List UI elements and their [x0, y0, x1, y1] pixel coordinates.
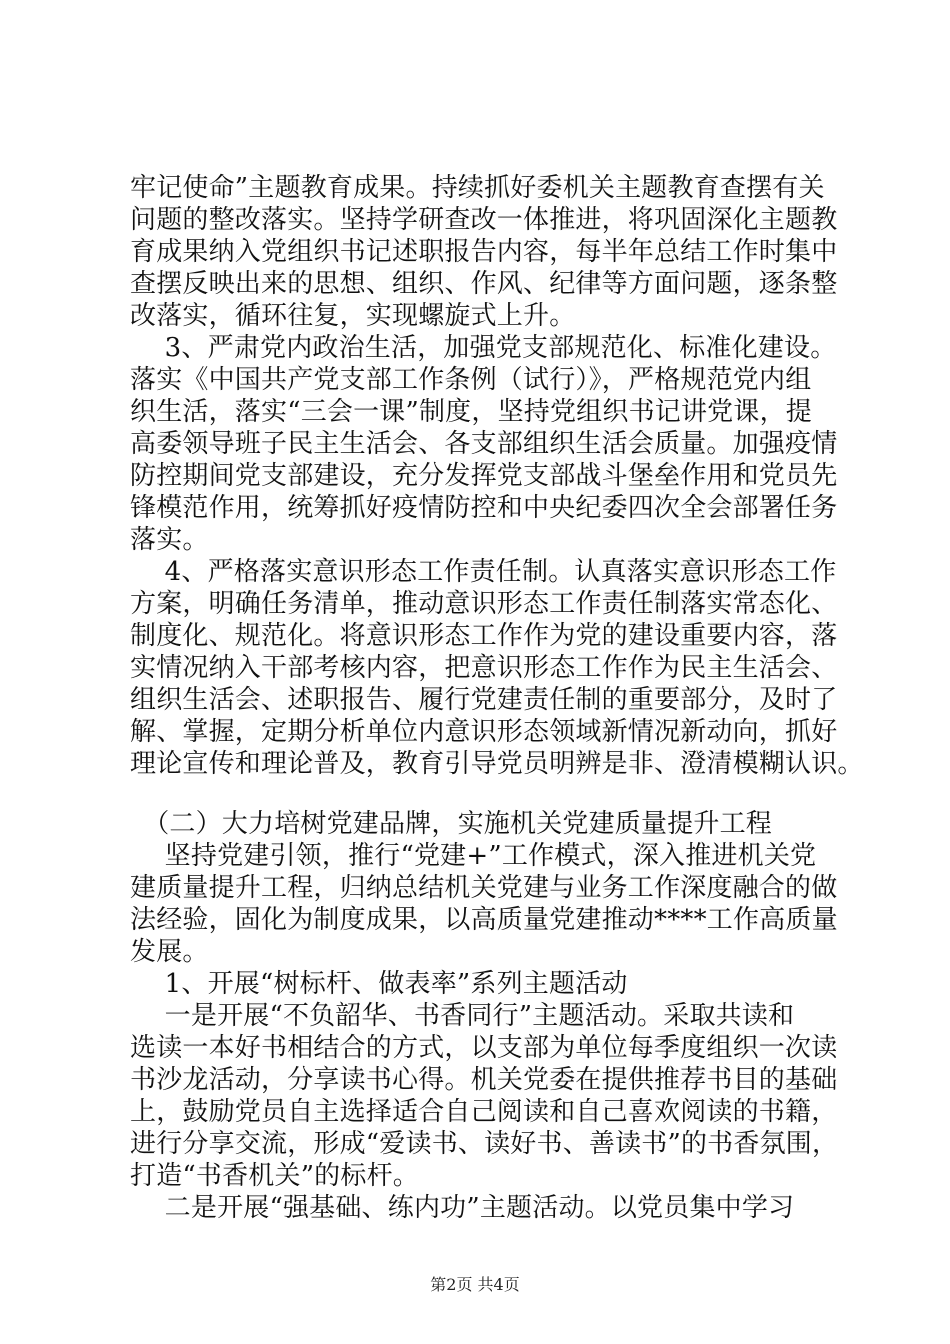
text-line: 锋模范作用，统筹抓好疫情防控和中央纪委四次全会部署任务: [130, 493, 838, 523]
text-line: 查摆反映出来的思想、组织、作风、纪律等方面问题，逐条整: [130, 269, 838, 299]
text-line: 落实。: [130, 525, 209, 555]
text-line: 防控期间党支部建设，充分发挥党支部战斗堡垒作用和党员先: [130, 461, 838, 491]
text-line: 上，鼓励党员自主选择适合自己阅读和自己喜欢阅读的书籍，: [130, 1097, 838, 1127]
subsection-heading: 1、开展“树标杆、做表率”系列主题活动: [130, 969, 628, 999]
text-line: 4、严格落实意识形态工作责任制。认真落实意识形态工作: [130, 557, 837, 587]
section-heading: （二）大力培树党建品牌，实施机关党建质量提升工程: [130, 809, 773, 839]
text-line: 织生活，落实“三会一课”制度，坚持党组织书记讲党课，提: [130, 397, 812, 427]
text-line: 落实《中国共产党支部工作条例（试行）》，严格规范党内组: [130, 365, 812, 395]
text-line: 理论宣传和理论普及，教育引导党员明辨是非、澄清模糊认识。: [130, 749, 864, 779]
text-line: 育成果纳入党组织书记述职报告内容，每半年总结工作时集中: [130, 237, 838, 267]
text-line: 发展。: [130, 937, 209, 967]
paragraph-gap: [130, 780, 830, 808]
text-line: 坚持党建引领，推行“党建+”工作模式，深入推进机关党: [130, 841, 817, 871]
text-line: 3、严肃党内政治生活，加强党支部规范化、标准化建设。: [130, 333, 837, 363]
text-line: 改落实，循环往复，实现螺旋式上升。: [130, 301, 576, 331]
text-line: 进行分享交流，形成“爱读书、读好书、善读书”的书香氛围，: [130, 1129, 839, 1159]
text-line: 二是开展“强基础、练内功”主题活动。以党员集中学习: [130, 1193, 795, 1223]
text-line: 问题的整改落实。坚持学研查改一体推进，将巩固深化主题教: [130, 205, 838, 235]
page-number-footer: 第2页 共4页: [430, 1275, 520, 1294]
text-line: 选读一本好书相结合的方式，以支部为单位每季度组织一次读: [130, 1033, 838, 1063]
text-line: 高委领导班子民主生活会、各支部组织生活会质量。加强疫情: [130, 429, 838, 459]
text-line: 书沙龙活动，分享读书心得。机关党委在提供推荐书目的基础: [130, 1065, 838, 1095]
text-line: 方案，明确任务清单，推动意识形态工作责任制落实常态化、: [130, 589, 838, 619]
text-line: 法经验，固化为制度成果，以高质量党建推动****工作高质量: [130, 905, 838, 935]
text-line: 组织生活会、述职报告、履行党建责任制的重要部分，及时了: [130, 685, 838, 715]
text-line: 牢记使命”主题教育成果。持续抓好委机关主题教育查摆有关: [130, 173, 825, 203]
text-line: 建质量提升工程，归纳总结机关党建与业务工作深度融合的做: [130, 873, 838, 903]
document-body: [130, 172, 864, 1224]
text-line: 一是开展“不负韶华、书香同行”主题活动。采取共读和: [130, 1001, 795, 1031]
text-line: 打造“书香机关”的标杆。: [130, 1161, 419, 1191]
text-line: 实情况纳入干部考核内容，把意识形态工作作为民主生活会、: [130, 653, 838, 683]
text-line: 解、掌握，定期分析单位内意识形态领域新情况新动向，抓好: [130, 717, 838, 747]
text-line: 制度化、规范化。将意识形态工作作为党的建设重要内容，落: [130, 621, 838, 651]
